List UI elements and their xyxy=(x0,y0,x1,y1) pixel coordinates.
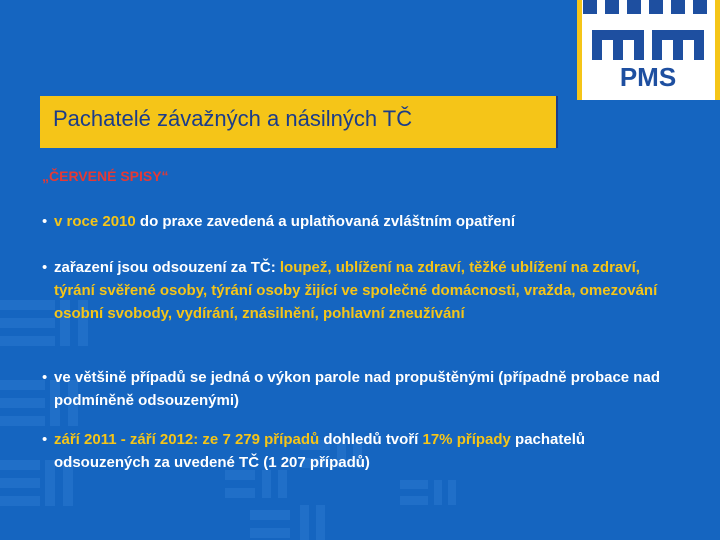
bullet-marker: • xyxy=(42,213,48,230)
bullet-plain: do praxe zavedená a uplatňovaná zvláštním opatření xyxy=(135,213,516,230)
bullet-plain: zařazení jsou odsouzení za TČ: xyxy=(54,259,280,276)
bullet-text xyxy=(54,428,682,474)
bullet-marker: • xyxy=(42,259,48,276)
bullet-marker: • xyxy=(42,431,48,448)
bullet-item xyxy=(42,428,682,474)
pms-tower-logo-icon xyxy=(577,0,720,100)
bullet-item xyxy=(42,366,682,412)
bullet-highlight: v roce 2010 xyxy=(54,213,136,230)
bullet-highlight: loupež, ublížení na zdraví, těžké ublížení na zdraví, týrání svěřené osoby, týrání osoby žijící ve společné domácnosti, vražda, omezování osobní svobody, vydírání, znásilnění, pohlavní zneužívání xyxy=(54,259,658,322)
bullet-text xyxy=(54,366,682,412)
bullet-plain: pachatelů odsouzených za uvedené TČ (1 207 případů) xyxy=(54,431,586,471)
slide-title: Pachatelé závažných a násilných TČ xyxy=(53,106,413,131)
bullet-plain: dohledů tvoří xyxy=(319,431,423,448)
bullet-marker: • xyxy=(42,369,48,386)
bullet-item xyxy=(42,256,682,325)
pms-logo xyxy=(577,0,720,100)
svg-text:PMS: PMS xyxy=(619,62,677,92)
bullet-highlight: 17% případy xyxy=(422,431,511,448)
title-bar xyxy=(40,96,558,148)
bullet-text xyxy=(54,210,682,233)
bullet-highlight: září 2011 - září 2012: ze 7 279 případů xyxy=(54,431,320,448)
bullet-item xyxy=(42,210,682,233)
bullet-plain: ve většině případů se jedná o výkon parole nad propuštěnými (případně probace nad podmíněně odsouzenými) xyxy=(54,369,660,409)
slide-subtitle: „ČERVENÉ SPISY“ xyxy=(42,168,169,184)
bullet-text xyxy=(54,256,682,325)
